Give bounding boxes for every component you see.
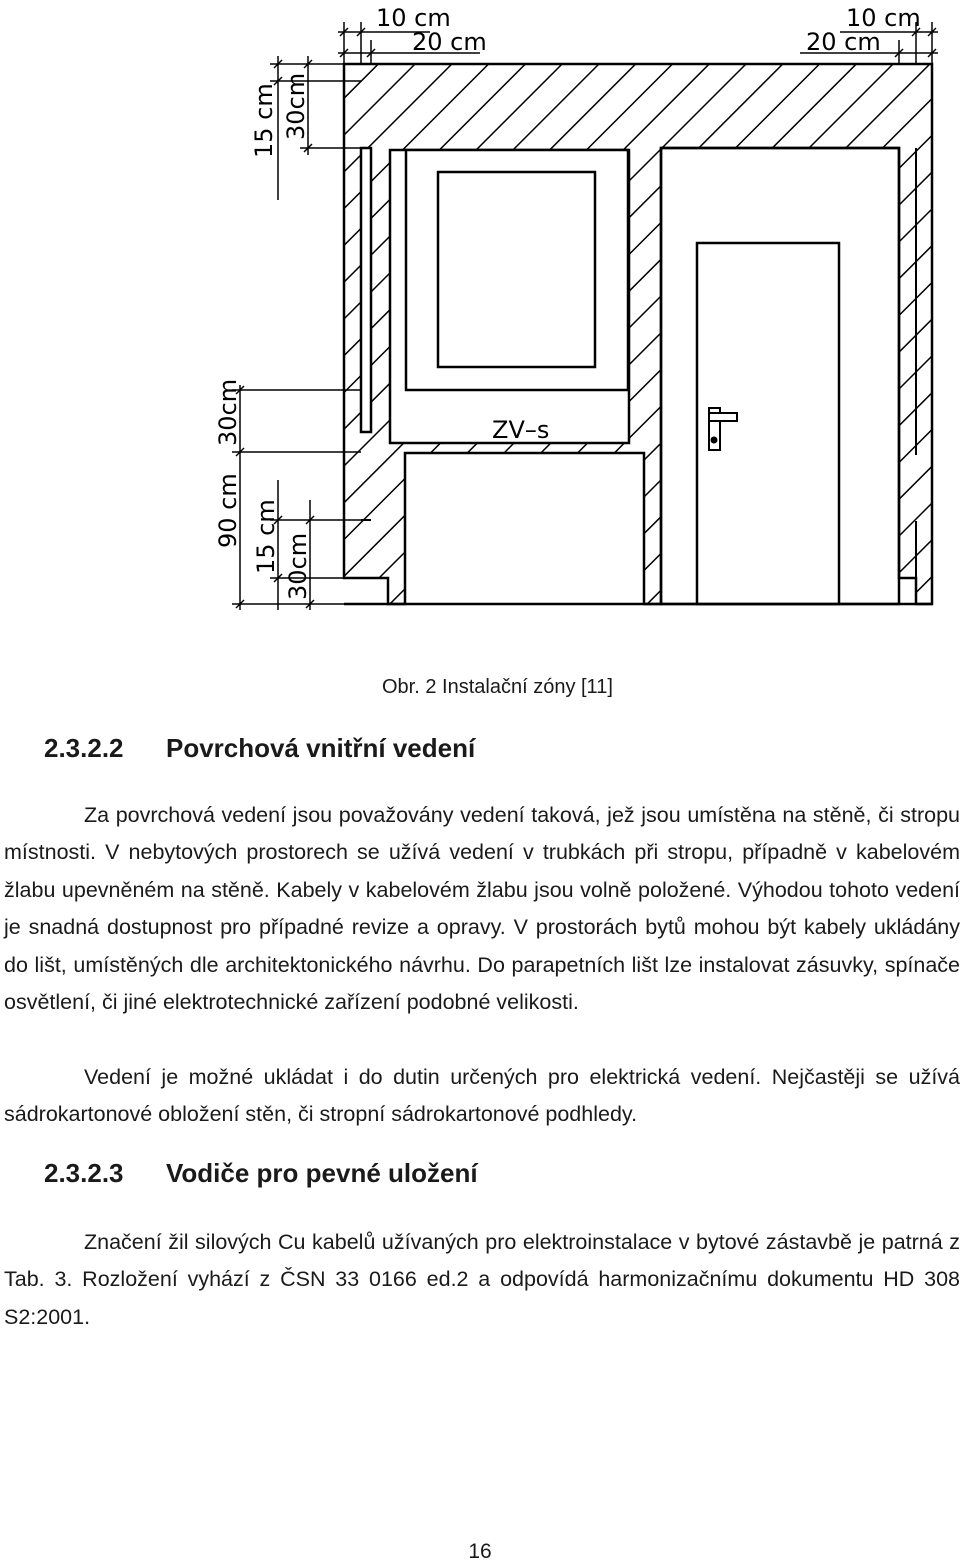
dim-left-upper-30: 30cm (282, 72, 310, 140)
dim-top-right-10: 10 cm (846, 4, 921, 32)
paragraph (4, 1224, 960, 1336)
dim-left-upper-15: 15 cm (250, 83, 278, 158)
paragraph (4, 797, 960, 1021)
dim-left-lower-30: 30cm (284, 532, 312, 600)
paragraph-text: Vedení je možné ukládat i do dutin určených pro elektrická vedení. Nejčastěji se užívá sádrokartonové obložení stěn, či stropní sádrokartonové podhledy. (4, 1065, 960, 1127)
dim-left-mid-30: 30cm (214, 378, 242, 446)
dim-left-lower-90: 90 cm (214, 473, 242, 548)
paragraph-text: Značení žil silových Cu kabelů užívaných pro elektroinstalace v bytové zástavbě je patrná z Tab. 3. Rozložení vyhází z ČSN 33 0166 ed.2 a odpovídá harmonizačnímu dokumentu HD 308 S2:2001. (4, 1230, 960, 1329)
zone-label: ZV–s (492, 416, 550, 444)
paragraph-text: Za povrchová vedení jsou považovány vedení taková, jež jsou umístěna na stěně, či stropu místnosti. V nebytových prostorech se užívá vedení v trubkách při stropu, případně v kabelovém žlabu upevněném na stěně. Kabely v kabelovém žlabu jsou volně položené. Výhodou tohoto vedení je snadná dostupnost pro případné revize a opravy. V prostorách bytů mohou být kabely ukládány do lišt, umístěných dle architektonického návrhu. Do parapetních lišt lze instalovat zásuvky, spínače osvětlení, či jiné elektrotechnické zařízení podobné velikosti. (4, 803, 960, 1015)
figure-caption: Obr. 2 Instalační zóny [11] (382, 676, 613, 698)
window-pane (438, 172, 595, 367)
page-number: 16 (468, 1540, 492, 1563)
dim-left-lower-15: 15 cm (252, 499, 280, 574)
section-heading (44, 1158, 478, 1189)
section-number: 2.3.2.3 (44, 1158, 124, 1188)
installation-zones-drawing (0, 0, 960, 620)
section-number: 2.3.2.2 (44, 733, 124, 763)
section-heading (44, 733, 475, 764)
section-title: Vodiče pro pevné uložení (166, 1158, 478, 1188)
dim-top-left-20: 20 cm (412, 28, 487, 56)
paragraph (4, 1059, 960, 1134)
dim-top-right-20: 20 cm (806, 28, 881, 56)
dim-top-left-10: 10 cm (376, 4, 451, 32)
section-title: Povrchová vnitřní vedení (166, 733, 476, 763)
